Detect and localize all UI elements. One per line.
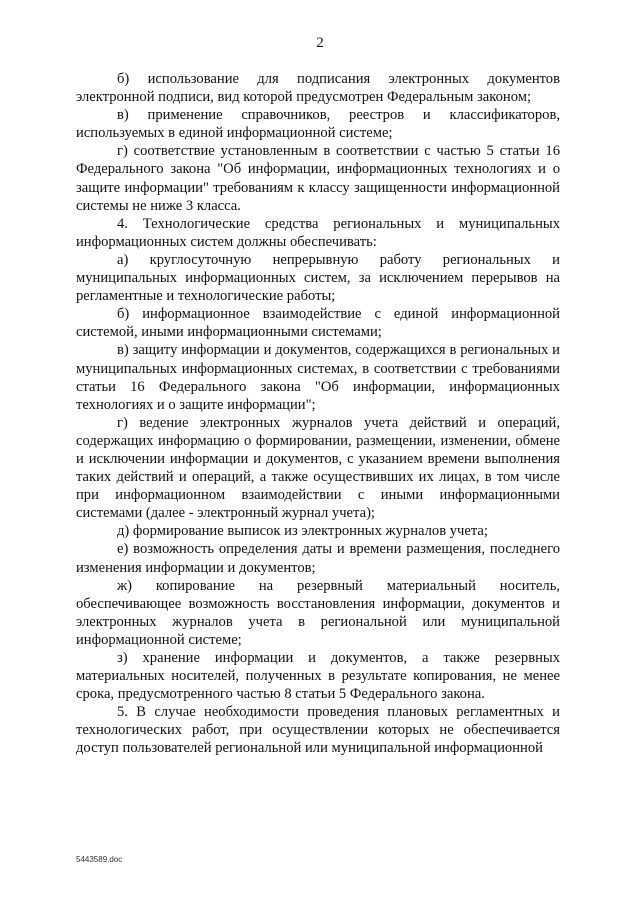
paragraph-item-g-journals: г) ведение электронных журналов учета действий и операций, содержащих информацию о формировании, размещении, изменении, обмене и исключении информации и документов, с указанием времени выполнения таких действий и операций, а также осуществивших их лицах, в том числе при информационном взаимодействии с иными информационными системами (далее - электронный журнал учета); (76, 414, 560, 522)
paragraph-section-5: 5. В случае необходимости проведения плановых регламентных и технологических работ, при осуществлении которых не обеспечивается доступ пользователей региональной или муниципальной информационной (76, 704, 560, 757)
paragraph-item-g-security-class: г) соответствие установленным в соответствии с частью 5 статьи 16 Федерального закона "Об информации, информационных технологиях и о защите информации" требованиям к классу защищенности информационной системы не ниже 3 класса. (76, 143, 560, 214)
paragraph-item-d-extracts: д) формирование выписок из электронных журналов учета; (117, 523, 488, 540)
paragraph-item-a-continuous-work: а) круглосуточную непрерывную работу региональных и муниципальных информационных систем, за исключением перерывов на регламентные и технологические работы; (76, 251, 560, 305)
paragraph-item-zh-backup: ж) копирование на резервный материальный носитель, обеспечивающее возможность восстановления информации, документов и электронных журналов учета в региональной или муниципальной информационной системе; (76, 577, 560, 648)
paragraph-item-b-interaction: б) информационное взаимодействие с единой информационной системой, иными информационными системами; (76, 306, 560, 341)
paragraph-item-v-protection: в) защиту информации и документов, содержащихся в региональных и муниципальных информационных системах, в соответствии с требованиями статьи 16 Федерального закона "Об информации, информационных технологиях и о защите информации"; (76, 342, 560, 413)
paragraph-section-4: 4. Технологические средства региональных и муниципальных информационных систем должны обеспечивать: (76, 215, 560, 250)
paragraph-item-v-directories: в) применение справочников, реестров и классификаторов, используемых в единой информационной системе; (76, 107, 560, 142)
paragraph-item-e-dates: е) возможность определения даты и времени размещения, последнего изменения информации и документов; (76, 541, 560, 576)
document-body (76, 70, 560, 758)
page-number: 2 (316, 35, 324, 51)
footer-filename: 5443589.doc (76, 855, 123, 864)
paragraph-item-z-storage: з) хранение информации и документов, а также резервных материальных носителей, полученных в результате копирования, не менее срока, предусмотренного частью 8 статьи 5 Федерального закона. (76, 650, 560, 703)
paragraph-item-b-signature: б) использование для подписания электронных документов электронной подписи, вид которой предусмотрен Федеральным законом; (76, 71, 560, 106)
